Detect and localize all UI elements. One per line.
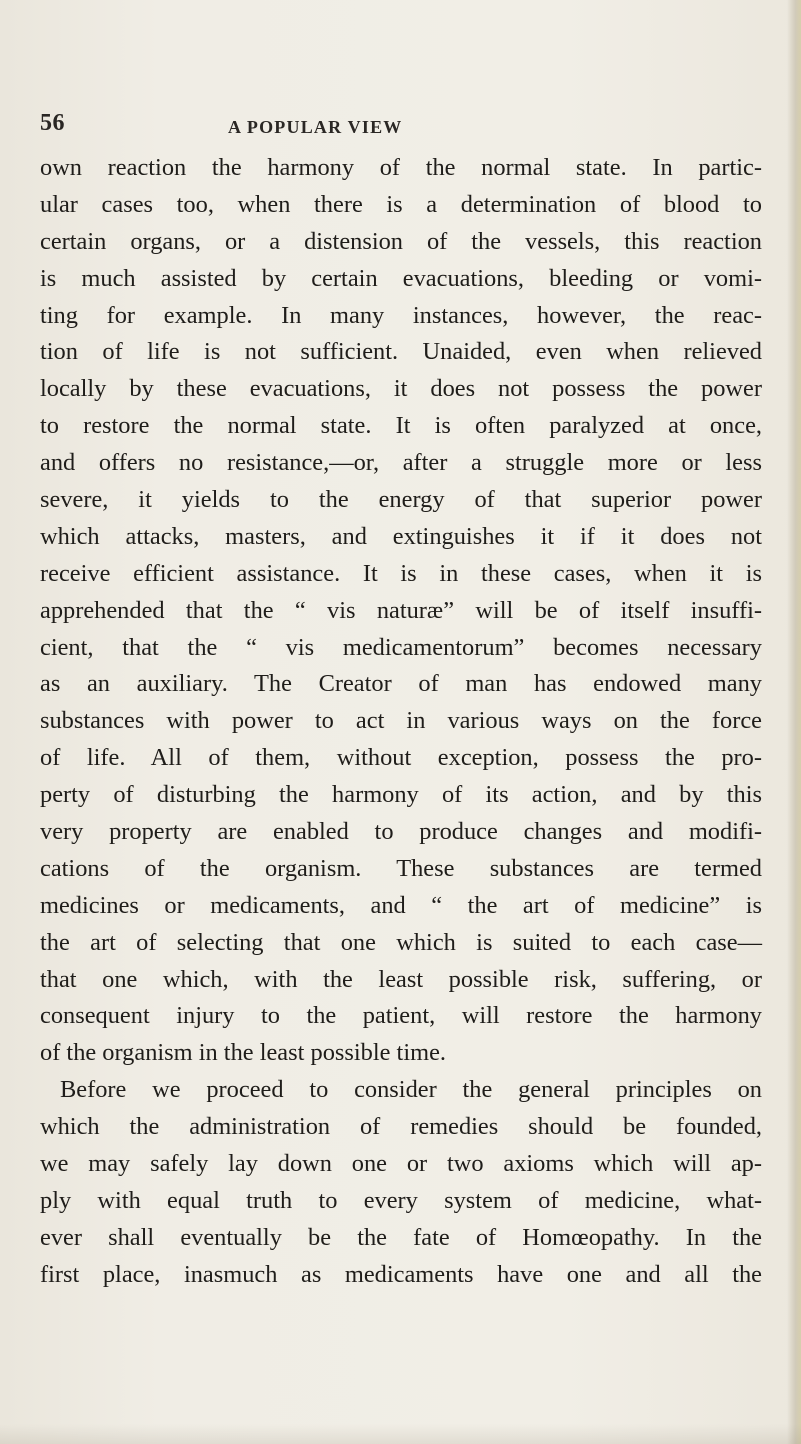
text-line: tion of life is not sufficient. Unaided, even when relieved [40, 338, 762, 366]
text-line: consequent injury to the patient, will restore the harmony [40, 1002, 762, 1030]
text-line: cient, that the “ vis medicamentorum” becomes necessary [40, 633, 762, 661]
text-line: which the administration of remedies should be founded, [40, 1113, 762, 1141]
page-bottom-shadow [0, 1424, 801, 1444]
text-line: apprehended that the “ vis naturæ” will be of itself insuffi- [40, 596, 762, 624]
text-line: very property are enabled to produce changes and modifi- [40, 818, 762, 846]
text-line: substances with power to act in various ways on the force [40, 707, 762, 735]
page-number: 56 [40, 110, 65, 136]
text-line: to restore the normal state. It is often paralyzed at once, [40, 412, 762, 440]
text-line: of the organism in the least possible time. [40, 1039, 446, 1067]
text-line: and offers no resistance,—or, after a struggle more or less [40, 449, 762, 477]
text-line: cations of the organism. These substances are termed [40, 854, 762, 882]
body-text [40, 150, 762, 1294]
text-line: ply with equal truth to every system of medicine, what- [40, 1186, 762, 1214]
text-line: ting for example. In many instances, however, the reac- [40, 301, 762, 329]
text-line: own reaction the harmony of the normal state. In partic- [40, 154, 762, 181]
text-line: ever shall eventually be the fate of Homœopathy. In the [40, 1223, 762, 1251]
text-line: as an auxiliary. The Creator of man has endowed many [40, 670, 762, 698]
text-line: which attacks, masters, and extinguishes it if it does not [40, 522, 762, 550]
text-line: that one which, with the least possible risk, suffering, or [40, 965, 762, 993]
running-head-title: A POPULAR VIEW [228, 117, 403, 137]
text-line: is much assisted by certain evacuations, bleeding or vomi- [40, 264, 762, 292]
text-line: first place, inasmuch as medicaments have one and all the [40, 1260, 762, 1288]
text-line: Before we proceed to consider the general principles on [60, 1076, 762, 1104]
text-line: receive efficient assistance. It is in these cases, when it is [40, 559, 762, 587]
text-line: medicines or medicaments, and “ the art of medicine” is [40, 891, 762, 919]
text-line: perty of disturbing the harmony of its action, and by this [40, 781, 762, 809]
text-line: the art of selecting that one which is suited to each case— [40, 928, 762, 956]
text-line: of life. All of them, without exception, possess the pro- [40, 744, 762, 772]
text-line: certain organs, or a distension of the vessels, this reaction [40, 227, 762, 255]
text-line: severe, it yields to the energy of that superior power [40, 486, 762, 514]
running-head [28, 110, 798, 150]
text-line: locally by these evacuations, it does not possess the power [40, 375, 762, 403]
text-line: ular cases too, when there is a determination of blood to [40, 190, 762, 218]
page-edge-shadow [787, 0, 801, 1444]
text-line: we may safely lay down one or two axioms which will ap- [40, 1150, 762, 1178]
